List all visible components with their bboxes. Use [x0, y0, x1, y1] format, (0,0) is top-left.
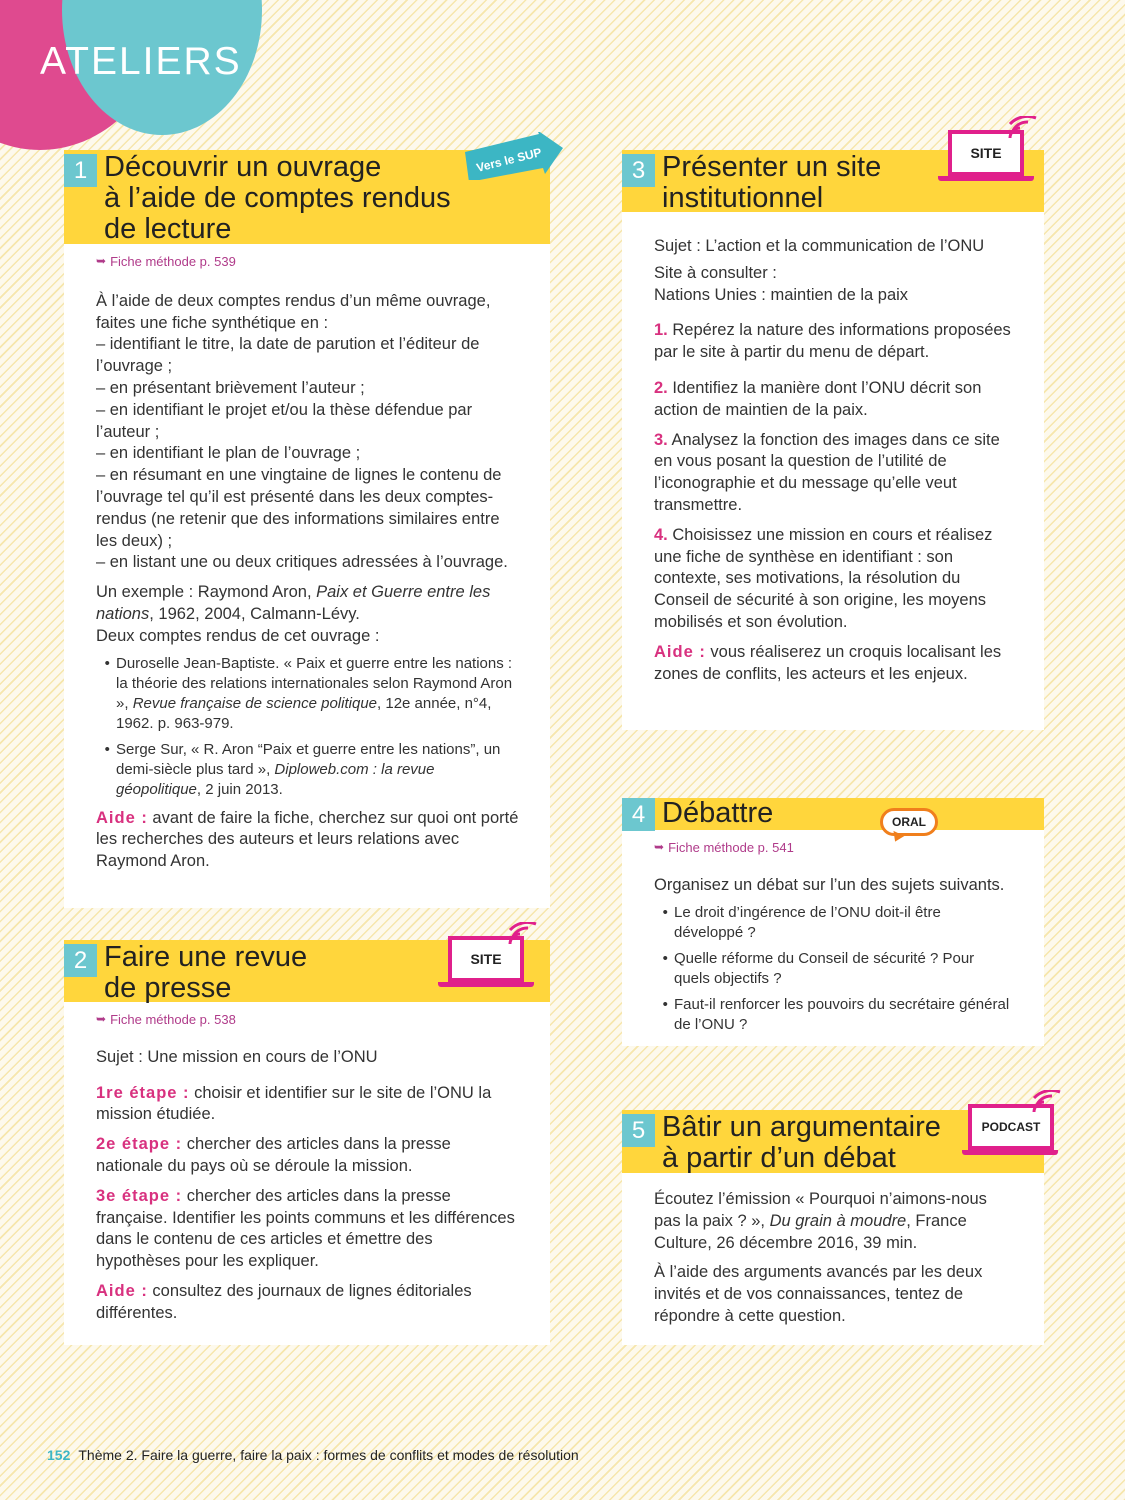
atelier-4-topics	[654, 903, 1014, 1035]
atelier-2-card	[64, 940, 550, 1345]
svg-text:Vers le SUP: Vers le SUP	[474, 145, 544, 175]
atelier-3-item: 4. Choisissez une mission en cours et réalisez une fiche de synthèse en identifiant : son contexte, ses motivations, la résolution du Conseil de sécurité à son origine, les moyens mobilisés et son évolution.	[654, 525, 993, 631]
atelier-2-number: 2	[64, 944, 97, 977]
page-footer	[47, 1447, 579, 1463]
atelier-1-method-link[interactable]: ➥ Fiche méthode p. 539	[96, 251, 520, 273]
atelier-4-card	[622, 798, 1044, 1046]
oral-badge[interactable]: ORAL	[880, 808, 938, 836]
atelier-1-intro: À l’aide de deux comptes rendus d’un même ouvrage, faites une fiche synthétique en :	[96, 291, 491, 332]
footer-text: Thème 2. Faire la guerre, faire la paix : formes de conflits et modes de résolution	[78, 1447, 579, 1463]
atelier-1-line: – en résumant en une vingtaine de lignes le contenu de l’ouvrage tel qu’il est présenté dans les deux comptes-rendus (ne retenir que des informations similaires entre les deux) ;	[96, 466, 502, 550]
atelier-1-line: – en identifiant le projet et/ou la thèse défendue par l’auteur ;	[96, 400, 473, 441]
atelier-1-line: – en listant une ou deux critiques adressées à l’ouvrage.	[96, 553, 508, 572]
podcast-badge[interactable]: PODCAST	[962, 1090, 1062, 1160]
atelier-4-method-link[interactable]: ➥ Fiche méthode p. 541	[654, 837, 1014, 859]
atelier-4-title: Débattre	[662, 797, 774, 829]
atelier-1-line: – en présentant brièvement l’auteur ;	[96, 378, 365, 397]
atelier-2-method-link[interactable]: ➥ Fiche méthode p. 538	[96, 1009, 520, 1031]
vers-le-sup-badge[interactable]	[465, 132, 565, 180]
atelier-2-title: Faire une revue de presse	[104, 941, 308, 1004]
atelier-5-number: 5	[622, 1114, 655, 1147]
list-item: • Quelle réforme du Conseil de sécurité ? Pour quels objectifs ?	[672, 949, 1014, 989]
atelier-3-item: 1. Repérez la nature des informations proposées par le site à partir du menu de départ.	[654, 321, 1011, 362]
atelier-3-subject: Sujet : L’action et la communication de l’ONU	[654, 237, 985, 255]
atelier-5-p1: Écoutez l’émission « Pourquoi n’aimons-nous pas la paix ? », Du grain à moudre, France Culture, 26 décembre 2016, 39 min.	[654, 1190, 987, 1252]
list-item: • Duroselle Jean-Baptiste. « Paix et guerre entre les nations : la théorie des relations internationales selon Raymond Aron », Revue française de science politique, 12e année, n°4, 1962. p. 963-979.	[114, 654, 520, 734]
atelier-2-step: 3e étape : chercher des articles dans la presse française. Identifier les points communs et les différences dans le contenu de ces articles et émettre des hypothèses pour les expliquer.	[96, 1186, 515, 1271]
wifi-signal-icon	[504, 922, 538, 952]
atelier-1-number: 1	[64, 154, 97, 187]
atelier-1-line: – en identifiant le plan de l’ouvrage ;	[96, 444, 361, 463]
arrow-icon: ➥	[96, 254, 107, 268]
list-item: • Le droit d’ingérence de l’ONU doit-il être développé ?	[672, 903, 1014, 943]
wifi-signal-icon	[1004, 116, 1038, 146]
atelier-1-reviews-intro: Deux comptes rendus de cet ouvrage :	[96, 626, 380, 645]
atelier-1-reviews-list	[96, 654, 520, 800]
site-badge[interactable]: SITE	[938, 116, 1038, 186]
atelier-1-example: Un exemple : Raymond Aron, Paix et Guerre entre les nations, 1962, 2004, Calmann-Lévy.	[96, 583, 491, 623]
atelier-3-site-link[interactable]: Nations Unies : maintien de la paix	[654, 285, 909, 304]
atelier-3-number: 3	[622, 154, 655, 187]
atelier-3-item: 3. Analysez la fonction des images dans ce site en vous posant la question de l’utilité de l’iconographie et du message qu’elle veut transmettre.	[654, 430, 1000, 514]
page-number: 152	[47, 1447, 71, 1463]
atelier-4-number: 4	[622, 798, 655, 831]
atelier-3-card	[622, 150, 1044, 730]
arrow-icon: ➥	[654, 840, 665, 854]
list-item: • Faut-il renforcer les pouvoirs du secrétaire général de l’ONU ?	[672, 995, 1014, 1035]
list-item: • Serge Sur, « R. Aron “Paix et guerre entre les nations”, un demi-siècle plus tard », Diploweb.com : la revue géopolitique, 2 juin 2013.	[114, 740, 520, 800]
atelier-2-aide: Aide : consultez des journaux de lignes éditoriales différentes.	[96, 1281, 472, 1322]
atelier-1-aide: Aide : avant de faire la fiche, cherchez sur quoi ont porté les recherches des auteurs et leurs relations avec Raymond Aron.	[96, 808, 519, 871]
atelier-1-line: – identifiant le titre, la date de parution et l’éditeur de l’ouvrage ;	[96, 335, 480, 376]
atelier-3-aide: Aide : vous réaliserez un croquis localisant les zones de conflits, les acteurs et les enjeux.	[654, 642, 1002, 683]
atelier-3-title: Présenter un site institutionnel	[662, 151, 882, 214]
atelier-1-title: Découvrir un ouvrage à l’aide de comptes rendus de lecture	[104, 151, 451, 245]
atelier-4-intro: Organisez un débat sur l’un des sujets suivants.	[654, 875, 1005, 894]
atelier-1-card	[64, 150, 550, 908]
atelier-2-step: 1re étape : choisir et identifier sur le site de l’ONU la mission étudiée.	[96, 1083, 492, 1124]
atelier-3-site-label: Site à consulter :	[654, 263, 777, 282]
atelier-5-title: Bâtir un argumentaire à partir d’un débat	[662, 1111, 941, 1174]
wifi-signal-icon	[1028, 1090, 1062, 1120]
atelier-5-p2: À l’aide des arguments avancés par les deux invités et de vos connaissances, tentez de répondre à cette question.	[654, 1263, 983, 1325]
atelier-4-header	[622, 798, 1044, 830]
page-title: ATELIERS	[40, 40, 242, 83]
atelier-2-subject: Sujet : Une mission en cours de l’ONU	[96, 1047, 378, 1066]
arrow-icon: ➥	[96, 1012, 107, 1026]
site-badge[interactable]: SITE	[438, 922, 538, 992]
atelier-3-item: 2. Identifiez la manière dont l’ONU décrit son action de maintien de la paix.	[654, 378, 982, 419]
atelier-2-step: 2e étape : chercher des articles dans la presse nationale du pays où se déroule la mission.	[96, 1135, 451, 1175]
